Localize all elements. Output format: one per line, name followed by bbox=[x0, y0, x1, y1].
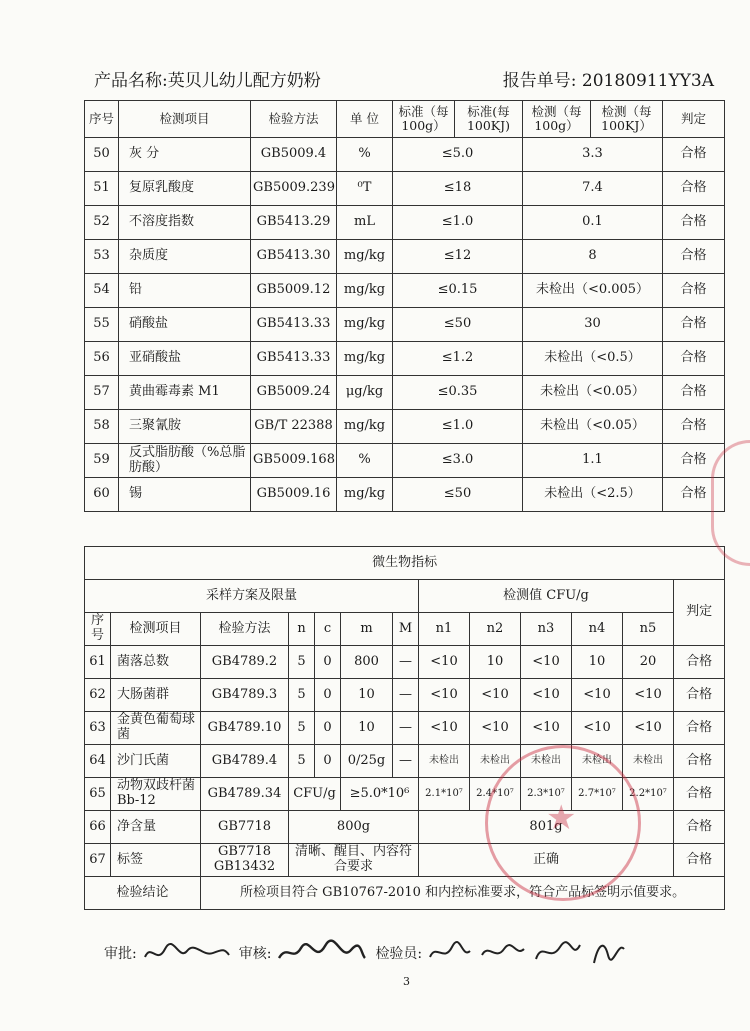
row-method: GB4789.34 bbox=[201, 778, 289, 811]
row-method: GB4789.3 bbox=[201, 679, 289, 712]
row-unit: mg/kg bbox=[337, 478, 393, 512]
col-header-verdict: 判定 bbox=[674, 580, 725, 646]
row-verdict: 合格 bbox=[663, 376, 725, 410]
row-verdict: 合格 bbox=[663, 410, 725, 444]
table-row bbox=[85, 745, 725, 778]
row-std: ≤0.35 bbox=[393, 376, 523, 410]
row-item: 铅 bbox=[119, 274, 251, 308]
col-header-c: c bbox=[315, 613, 341, 646]
row-c: 0 bbox=[315, 712, 341, 745]
col-header-method: 检验方法 bbox=[251, 101, 337, 138]
row-std: ≤0.15 bbox=[393, 274, 523, 308]
row-no: 56 bbox=[85, 342, 119, 376]
row-verdict: 合格 bbox=[674, 712, 725, 745]
row-verdict: 合格 bbox=[663, 240, 725, 274]
row-n4: 2.7*10⁷ bbox=[572, 778, 623, 811]
row-limit: ≥5.0*10⁶ bbox=[341, 778, 419, 811]
row-method: GB4789.2 bbox=[201, 646, 289, 679]
row-r3: <10 bbox=[521, 712, 572, 745]
table1-header-row bbox=[85, 101, 725, 138]
col-header-n4: n4 bbox=[572, 613, 623, 646]
row-n: 5 bbox=[289, 712, 315, 745]
row-verdict: 合格 bbox=[663, 308, 725, 342]
row-no: 58 bbox=[85, 410, 119, 444]
row-item: 亚硝酸盐 bbox=[119, 342, 251, 376]
row-std: ≤12 bbox=[393, 240, 523, 274]
row-verdict: 合格 bbox=[663, 342, 725, 376]
row-no: 60 bbox=[85, 478, 119, 512]
row-r1: 未检出 bbox=[419, 745, 470, 778]
row-item: 不溶度指数 bbox=[119, 206, 251, 240]
col-header-item: 检测项目 bbox=[119, 101, 251, 138]
row-item: 动物双歧杆菌 Bb-12 bbox=[111, 778, 201, 811]
table-row bbox=[85, 844, 725, 877]
col-header-M: M bbox=[393, 613, 419, 646]
row-item: 菌落总数 bbox=[111, 646, 201, 679]
row-unit: ⁰T bbox=[337, 172, 393, 206]
row-r5: 未检出 bbox=[623, 745, 674, 778]
row-method: GB5009.12 bbox=[251, 274, 337, 308]
row-unit: % bbox=[337, 138, 393, 172]
table2-header-row bbox=[85, 613, 725, 646]
row-item: 黄曲霉毒素 M1 bbox=[119, 376, 251, 410]
row-std: ≤50 bbox=[393, 478, 523, 512]
row-unit: CFU/g bbox=[289, 778, 341, 811]
row-result: 0.1 bbox=[523, 206, 663, 240]
col-header-std-100kj: 标准(每100KJ) bbox=[455, 101, 523, 138]
row-M: — bbox=[393, 646, 419, 679]
row-method: GB5009.168 bbox=[251, 444, 337, 478]
row-r1: <10 bbox=[419, 712, 470, 745]
row-verdict: 合格 bbox=[674, 811, 725, 844]
row-verdict: 合格 bbox=[663, 478, 725, 512]
table2-title-row bbox=[85, 547, 725, 580]
row-item: 锡 bbox=[119, 478, 251, 512]
row-result: 正确 bbox=[419, 844, 674, 877]
sampling-header: 采样方案及限量 bbox=[85, 580, 419, 613]
row-method: GB5413.33 bbox=[251, 342, 337, 376]
row-no: 59 bbox=[85, 444, 119, 478]
product-name: 产品名称:英贝儿幼儿配方奶粉 bbox=[94, 71, 321, 91]
row-std: ≤50 bbox=[393, 308, 523, 342]
row-r3: <10 bbox=[521, 679, 572, 712]
row-M: — bbox=[393, 679, 419, 712]
conclusion-text: 所检项目符合 GB10767-2010 和内控标准要求，符合产品标签明示值要求。 bbox=[201, 877, 725, 910]
row-n5: 2.2*10⁷ bbox=[623, 778, 674, 811]
conclusion-row bbox=[85, 877, 725, 910]
row-verdict: 合格 bbox=[674, 679, 725, 712]
row-no: 61 bbox=[85, 646, 111, 679]
col-header-n2: n2 bbox=[470, 613, 521, 646]
row-r1: <10 bbox=[419, 679, 470, 712]
row-std: ≤1.0 bbox=[393, 410, 523, 444]
review-label: 审核: bbox=[238, 946, 272, 962]
row-verdict: 合格 bbox=[674, 778, 725, 811]
page-edge-seal bbox=[711, 440, 750, 566]
col-header-verdict: 判定 bbox=[663, 101, 725, 138]
table-row bbox=[85, 342, 725, 376]
row-unit: mg/kg bbox=[337, 342, 393, 376]
row-method: GB4789.10 bbox=[201, 712, 289, 745]
row-n: 5 bbox=[289, 745, 315, 778]
col-header-std-100g: 标准（每100g） bbox=[393, 101, 455, 138]
row-method: GB5413.29 bbox=[251, 206, 337, 240]
col-header-item: 检测项目 bbox=[111, 613, 201, 646]
row-std: ≤18 bbox=[393, 172, 523, 206]
table-row bbox=[85, 712, 725, 745]
row-item: 反式脂肪酸（%总脂肪酸） bbox=[119, 444, 251, 478]
row-c: 0 bbox=[315, 679, 341, 712]
row-r2: <10 bbox=[470, 712, 521, 745]
row-std: ≤1.2 bbox=[393, 342, 523, 376]
row-result: 3.3 bbox=[523, 138, 663, 172]
col-header-result-100g: 检测（每100g） bbox=[523, 101, 591, 138]
row-item: 灰 分 bbox=[119, 138, 251, 172]
row-no: 51 bbox=[85, 172, 119, 206]
row-r4: <10 bbox=[572, 679, 623, 712]
row-r2: 10 bbox=[470, 646, 521, 679]
row-result: 7.4 bbox=[523, 172, 663, 206]
table-row bbox=[85, 410, 725, 444]
row-item: 净含量 bbox=[111, 811, 201, 844]
row-n1: 2.1*10⁷ bbox=[419, 778, 470, 811]
row-item: 硝酸盐 bbox=[119, 308, 251, 342]
row-item: 沙门氏菌 bbox=[111, 745, 201, 778]
table-row bbox=[85, 308, 725, 342]
row-no: 63 bbox=[85, 712, 111, 745]
row-result: 未检出（<2.5） bbox=[523, 478, 663, 512]
row-verdict: 合格 bbox=[663, 206, 725, 240]
row-r4: <10 bbox=[572, 712, 623, 745]
row-unit: % bbox=[337, 444, 393, 478]
row-no: 57 bbox=[85, 376, 119, 410]
row-result: 801g bbox=[419, 811, 674, 844]
table-row bbox=[85, 811, 725, 844]
approve-label: 审批: bbox=[104, 946, 137, 962]
row-method: GB5009.16 bbox=[251, 478, 337, 512]
row-no: 66 bbox=[85, 811, 111, 844]
review-signature bbox=[275, 938, 367, 968]
col-header-result-100kj: 检测（每100KJ） bbox=[591, 101, 663, 138]
row-no: 55 bbox=[85, 308, 119, 342]
row-method: GB4789.4 bbox=[201, 745, 289, 778]
col-header-n1: n1 bbox=[419, 613, 470, 646]
cfu-header: 检测值 CFU/g bbox=[419, 580, 674, 613]
row-no: 67 bbox=[85, 844, 111, 877]
row-item: 三聚氰胺 bbox=[119, 410, 251, 444]
report-header bbox=[94, 66, 714, 91]
micro-test-table bbox=[84, 546, 725, 910]
page-number: 3 bbox=[403, 975, 410, 988]
row-result: 1.1 bbox=[523, 444, 663, 478]
row-method: GB7718 bbox=[201, 811, 289, 844]
row-method: GB5413.33 bbox=[251, 308, 337, 342]
table-row bbox=[85, 478, 725, 512]
col-header-unit: 单 位 bbox=[337, 101, 393, 138]
row-no: 53 bbox=[85, 240, 119, 274]
table-row bbox=[85, 679, 725, 712]
table-row bbox=[85, 444, 725, 478]
row-r5: 20 bbox=[623, 646, 674, 679]
row-method: GB5413.30 bbox=[251, 240, 337, 274]
row-m: 10 bbox=[341, 679, 393, 712]
row-verdict: 合格 bbox=[663, 274, 725, 308]
row-no: 50 bbox=[85, 138, 119, 172]
row-verdict: 合格 bbox=[674, 844, 725, 877]
inspector-signatures bbox=[426, 935, 626, 971]
table-row bbox=[85, 240, 725, 274]
row-n3: 2.3*10⁷ bbox=[521, 778, 572, 811]
row-method: GB5009.24 bbox=[251, 376, 337, 410]
inspector-label: 检验员: bbox=[375, 946, 423, 962]
row-m: 0/25g bbox=[341, 745, 393, 778]
col-header-n: n bbox=[289, 613, 315, 646]
row-r3: 未检出 bbox=[521, 745, 572, 778]
row-verdict: 合格 bbox=[674, 745, 725, 778]
col-header-method: 检验方法 bbox=[201, 613, 289, 646]
row-r4: 10 bbox=[572, 646, 623, 679]
row-result: 未检出（<0.005） bbox=[523, 274, 663, 308]
row-c: 0 bbox=[315, 745, 341, 778]
row-unit: mg/kg bbox=[337, 410, 393, 444]
conclusion-label: 检验结论 bbox=[85, 877, 201, 910]
col-header-n5: n5 bbox=[623, 613, 674, 646]
row-unit: μg/kg bbox=[337, 376, 393, 410]
row-unit: mg/kg bbox=[337, 240, 393, 274]
row-no: 65 bbox=[85, 778, 111, 811]
row-method: GB7718 GB13432 bbox=[201, 844, 289, 877]
row-r2: 未检出 bbox=[470, 745, 521, 778]
row-unit: mg/kg bbox=[337, 274, 393, 308]
report-number: 报告单号: 20180911YY3A bbox=[502, 71, 714, 91]
row-no: 62 bbox=[85, 679, 111, 712]
row-result: 8 bbox=[523, 240, 663, 274]
table-row bbox=[85, 172, 725, 206]
row-r5: <10 bbox=[623, 679, 674, 712]
chemical-test-table bbox=[84, 100, 725, 512]
row-verdict: 合格 bbox=[663, 444, 725, 478]
row-r5: <10 bbox=[623, 712, 674, 745]
row-item: 标签 bbox=[111, 844, 201, 877]
row-item: 杂质度 bbox=[119, 240, 251, 274]
approve-signature bbox=[141, 939, 231, 967]
signature-row bbox=[104, 935, 730, 971]
col-header-no: 序号 bbox=[85, 613, 111, 646]
row-n: 5 bbox=[289, 679, 315, 712]
row-m: 800 bbox=[341, 646, 393, 679]
table-row bbox=[85, 778, 725, 811]
row-method: GB5009.4 bbox=[251, 138, 337, 172]
row-std: 800g bbox=[289, 811, 419, 844]
row-item: 复原乳酸度 bbox=[119, 172, 251, 206]
row-unit: mg/kg bbox=[337, 308, 393, 342]
row-n: 5 bbox=[289, 646, 315, 679]
row-verdict: 合格 bbox=[663, 172, 725, 206]
table-row bbox=[85, 376, 725, 410]
row-verdict: 合格 bbox=[674, 646, 725, 679]
row-r4: 未检出 bbox=[572, 745, 623, 778]
col-header-n3: n3 bbox=[521, 613, 572, 646]
row-std: ≤5.0 bbox=[393, 138, 523, 172]
row-result: 30 bbox=[523, 308, 663, 342]
row-result: 未检出（<0.05） bbox=[523, 376, 663, 410]
row-M: — bbox=[393, 712, 419, 745]
table-row bbox=[85, 138, 725, 172]
row-n2: 2.4*10⁷ bbox=[470, 778, 521, 811]
row-m: 10 bbox=[341, 712, 393, 745]
row-c: 0 bbox=[315, 646, 341, 679]
row-r1: <10 bbox=[419, 646, 470, 679]
row-result: 未检出（<0.5） bbox=[523, 342, 663, 376]
table-row bbox=[85, 206, 725, 240]
row-no: 64 bbox=[85, 745, 111, 778]
row-result: 未检出（<0.05） bbox=[523, 410, 663, 444]
row-r3: <10 bbox=[521, 646, 572, 679]
table-row bbox=[85, 646, 725, 679]
row-verdict: 合格 bbox=[663, 138, 725, 172]
row-item: 金黄色葡萄球菌 bbox=[111, 712, 201, 745]
row-std: 清晰、醒目、内容符合要求 bbox=[289, 844, 419, 877]
row-item: 大肠菌群 bbox=[111, 679, 201, 712]
row-no: 54 bbox=[85, 274, 119, 308]
table2-group-row bbox=[85, 580, 725, 613]
row-std: ≤1.0 bbox=[393, 206, 523, 240]
row-no: 52 bbox=[85, 206, 119, 240]
table-row bbox=[85, 274, 725, 308]
col-header-no: 序号 bbox=[85, 101, 119, 138]
row-unit: mL bbox=[337, 206, 393, 240]
table2-title: 微生物指标 bbox=[85, 547, 725, 580]
col-header-m: m bbox=[341, 613, 393, 646]
row-M: — bbox=[393, 745, 419, 778]
row-r2: <10 bbox=[470, 679, 521, 712]
row-std: ≤3.0 bbox=[393, 444, 523, 478]
row-method: GB/T 22388 bbox=[251, 410, 337, 444]
row-method: GB5009.239 bbox=[251, 172, 337, 206]
